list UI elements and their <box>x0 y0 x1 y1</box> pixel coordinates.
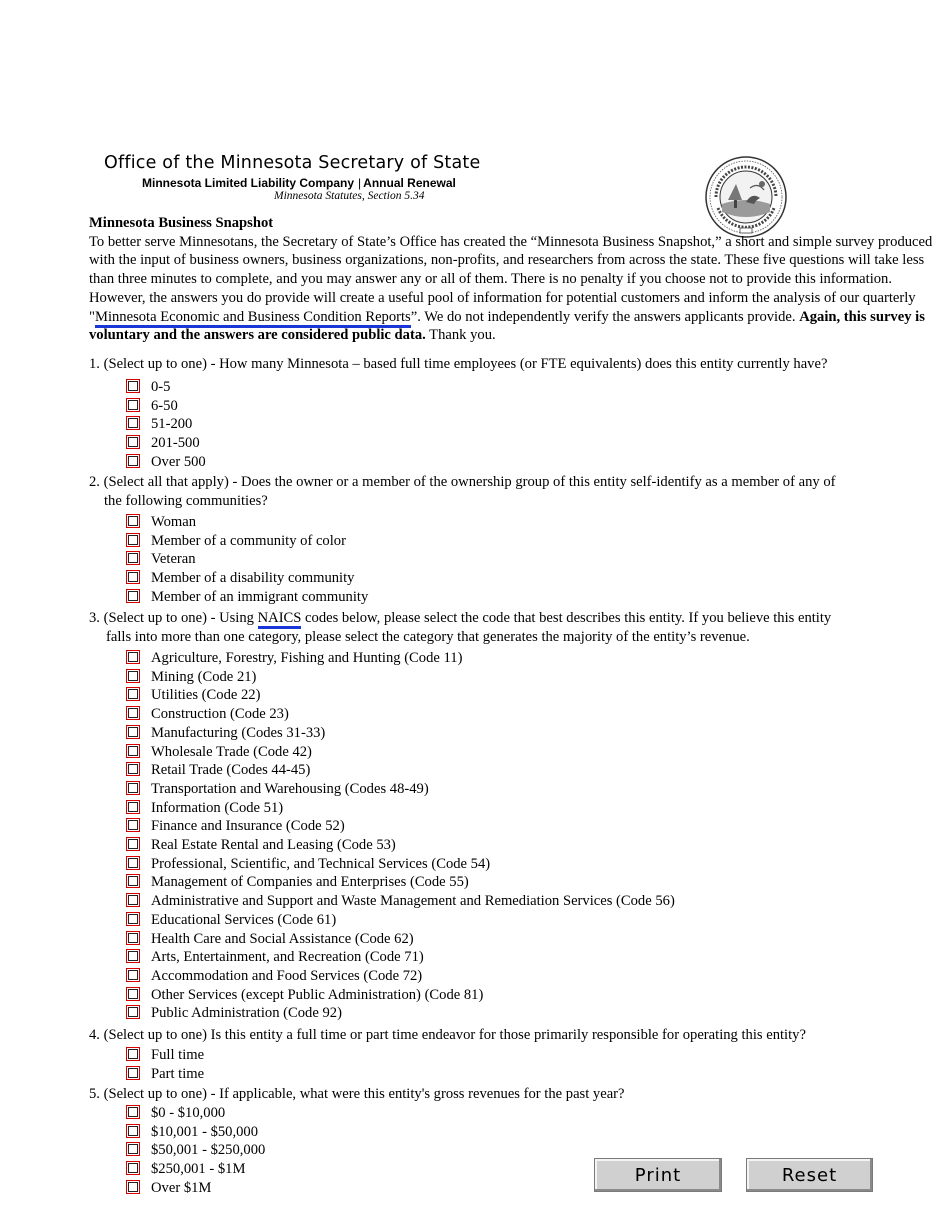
option-label: Professional, Scientific, and Technical Services (Code 54) <box>151 855 491 872</box>
intro-section <box>89 214 941 345</box>
option-label: 51-200 <box>151 416 193 433</box>
option-checkbox[interactable] <box>126 931 140 945</box>
option-checkbox[interactable] <box>126 687 140 701</box>
statute-reference: Minnesota Statutes, Section 5.34 <box>274 190 425 202</box>
option-label: 201-500 <box>151 435 200 452</box>
question-4: 4. (Select up to one) Is this entity a full time or part time endeavor for those primarily responsible for operating this entity? <box>89 1027 806 1043</box>
question-3-text-cont: codes below, please select the code that best describes this entity. If you believe this entity <box>301 610 832 626</box>
option-checkbox[interactable] <box>126 800 140 814</box>
option-label: Transportation and Warehousing (Codes 48-49) <box>151 780 429 797</box>
option-label: Member of a disability community <box>151 570 355 587</box>
option-checkbox[interactable] <box>126 762 140 776</box>
office-title: Office of the Minnesota Secretary of State <box>104 153 481 173</box>
option-label: Arts, Entertainment, and Recreation (Code 71) <box>151 949 424 966</box>
option-label: Retail Trade (Codes 44-45) <box>151 762 311 779</box>
option-label: 6-50 <box>151 397 178 414</box>
question-3-line2: falls into more than one category, please select the category that generates the majority of the entity’s revenue. <box>106 629 750 645</box>
option-checkbox[interactable] <box>126 1047 140 1061</box>
option-checkbox[interactable] <box>126 589 140 603</box>
naics-link[interactable]: NAICS <box>258 610 302 629</box>
intro-text: To better serve Minnesotans, the Secretary of State’s Office has created the “Minnesota Business Snapshot,” a short and simple survey produced with the input of business owners, business organizations, non-profits, and researchers from across the state. These five questions will take less than three minutes to complete, and you may answer any or all of them. There is no penalty if you choose not to provide this information. However, the answers you do provide will create a useful pool of information for potential customers and inform the analysis of our quarterly " <box>89 233 933 325</box>
option-checkbox[interactable] <box>126 949 140 963</box>
section-heading: Minnesota Business Snapshot <box>89 215 274 231</box>
option-label: Full time <box>151 1047 205 1063</box>
option-label: Management of Companies and Enterprises (Code 55) <box>151 874 469 891</box>
option-label: Public Administration (Code 92) <box>151 1005 342 1022</box>
option-label: Manufacturing (Codes 31-33) <box>151 724 326 741</box>
option-label: Construction (Code 23) <box>151 706 289 723</box>
option-label: Accommodation and Food Services (Code 72) <box>151 967 423 984</box>
option-checkbox[interactable] <box>126 874 140 888</box>
question-2 <box>89 473 836 511</box>
option-checkbox[interactable] <box>126 1066 140 1080</box>
question-2-line1: 2. (Select all that apply) - Does the owner or a member of the ownership group of this entity self-identify as a member of any of <box>89 474 836 490</box>
option-checkbox[interactable] <box>126 1124 140 1138</box>
option-checkbox[interactable] <box>126 837 140 851</box>
option-checkbox[interactable] <box>126 912 140 926</box>
subtitle-separator: | <box>358 176 362 190</box>
option-label: Health Care and Social Assistance (Code 62) <box>151 930 414 947</box>
option-checkbox[interactable] <box>126 398 140 412</box>
option-checkbox[interactable] <box>126 533 140 547</box>
option-label: Other Services (except Public Administration) (Code 81) <box>151 986 484 1003</box>
option-label: Part time <box>151 1065 205 1082</box>
option-label: $50,001 - $250,000 <box>151 1142 266 1159</box>
option-checkbox[interactable] <box>126 650 140 664</box>
economic-reports-link[interactable]: Minnesota Economic and Business Condition Reports <box>95 309 411 328</box>
option-label: Real Estate Rental and Leasing (Code 53) <box>151 837 396 853</box>
option-checkbox[interactable] <box>126 1105 140 1119</box>
option-label: $0 - $10,000 <box>151 1105 226 1121</box>
option-checkbox[interactable] <box>126 570 140 584</box>
thank-you-text: Thank you. <box>425 327 496 344</box>
option-label: Finance and Insurance (Code 52) <box>151 818 345 835</box>
question-3-text: 3. (Select up to one) - Using <box>89 610 258 626</box>
option-label: Veteran <box>151 551 196 568</box>
form-subtitle <box>142 176 456 190</box>
option-checkbox[interactable] <box>126 893 140 907</box>
option-checkbox[interactable] <box>126 435 140 449</box>
option-checkbox[interactable] <box>126 856 140 870</box>
option-checkbox[interactable] <box>126 551 140 565</box>
question-1: 1. (Select up to one) - How many Minnesota – based full time employees (or FTE equivalents) does this entity currently have? <box>89 356 828 372</box>
option-checkbox[interactable] <box>126 669 140 683</box>
option-label: Wholesale Trade (Code 42) <box>151 743 312 760</box>
option-label: Educational Services (Code 61) <box>151 911 337 928</box>
option-label: Information (Code 51) <box>151 799 284 816</box>
option-label: Woman <box>151 514 197 530</box>
option-label: 0-5 <box>151 379 171 395</box>
option-label: Utilities (Code 22) <box>151 687 261 704</box>
option-checkbox[interactable] <box>126 781 140 795</box>
option-checkbox[interactable] <box>126 818 140 832</box>
option-checkbox[interactable] <box>126 514 140 528</box>
question-2-line2: the following communities? <box>104 493 268 509</box>
option-label: $250,001 - $1M <box>151 1161 246 1178</box>
option-checkbox[interactable] <box>126 987 140 1001</box>
option-checkbox[interactable] <box>126 968 140 982</box>
option-checkbox[interactable] <box>126 416 140 430</box>
question-5: 5. (Select up to one) - If applicable, what were this entity's gross revenues for the past year? <box>89 1086 625 1102</box>
option-label: Agriculture, Forestry, Fishing and Hunting (Code 11) <box>151 650 463 666</box>
option-label: Over 500 <box>151 453 206 470</box>
entity-type: Minnesota Limited Liability Company <box>142 176 355 190</box>
option-label: $10,001 - $50,000 <box>151 1123 259 1140</box>
option-checkbox[interactable] <box>126 454 140 468</box>
option-label: Over $1M <box>151 1179 212 1196</box>
option-checkbox[interactable] <box>126 1161 140 1175</box>
option-checkbox[interactable] <box>126 1180 140 1194</box>
option-checkbox[interactable] <box>126 379 140 393</box>
option-checkbox[interactable] <box>126 1142 140 1156</box>
print-button[interactable]: Print <box>594 1158 722 1192</box>
option-label: Member of an immigrant community <box>151 588 369 605</box>
option-label: Mining (Code 21) <box>151 668 257 685</box>
intro-text-cont: ”. We do not independently verify the answers applicants provide. <box>410 308 800 325</box>
filing-type: Annual Renewal <box>363 176 456 190</box>
voluntary-notice: Again, this survey is voluntary and the answers are considered public data. <box>89 308 925 344</box>
question-3 <box>89 609 831 647</box>
option-label: Member of a community of color <box>151 532 346 549</box>
option-checkbox[interactable] <box>126 725 140 739</box>
option-checkbox[interactable] <box>126 744 140 758</box>
option-label: Administrative and Support and Waste Management and Remediation Services (Code 56) <box>151 893 675 910</box>
option-checkbox[interactable] <box>126 706 140 720</box>
option-checkbox[interactable] <box>126 1005 140 1019</box>
reset-button[interactable]: Reset <box>746 1158 873 1192</box>
